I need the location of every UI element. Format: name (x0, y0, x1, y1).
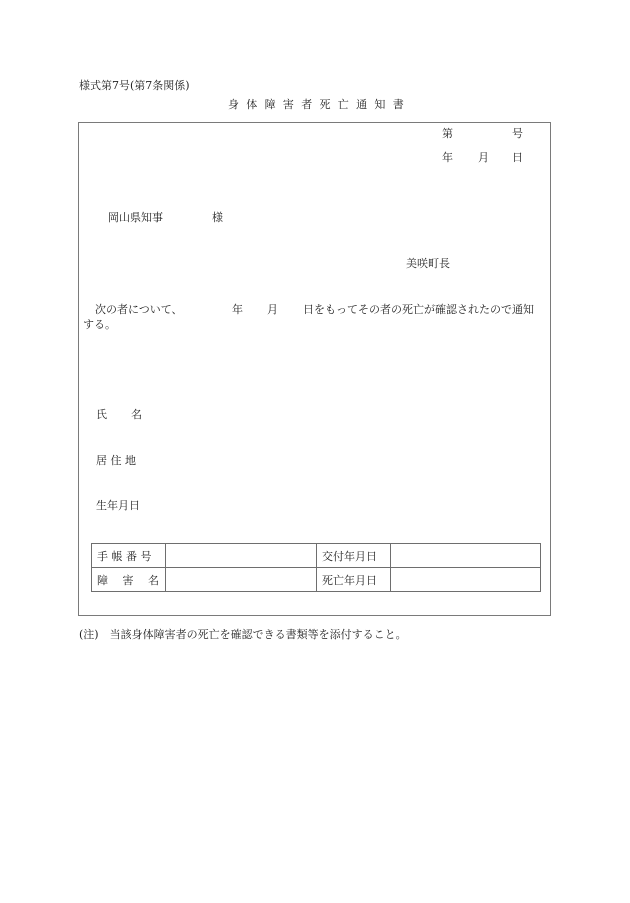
body-text-month: 月 (267, 303, 278, 316)
date-year: 年 (442, 151, 453, 164)
table-row (92, 544, 541, 568)
body-text-part2: 日をもってその者の死亡が確認されたので通知 (303, 303, 534, 316)
date-day: 日 (512, 151, 523, 164)
info-table (91, 543, 541, 592)
name-label-1: 氏 (96, 408, 107, 421)
body-text-year: 年 (232, 303, 243, 316)
footnote: (注) 当該身体障害者の死亡を確認できる書類等を添付すること。 (79, 628, 407, 641)
notebook-number-value[interactable] (166, 544, 317, 568)
birthdate-label: 生年月日 (96, 499, 140, 512)
issue-date-value[interactable] (391, 544, 541, 568)
disability-name-value[interactable] (166, 568, 317, 592)
disability-name-label: 障 害 名 (92, 568, 166, 592)
notebook-number-label: 手 帳 番 号 (92, 544, 166, 568)
number-suffix: 号 (512, 127, 523, 140)
sender-name: 美咲町長 (406, 257, 450, 270)
table-row (92, 568, 541, 592)
issue-date-label: 交付年月日 (317, 544, 391, 568)
body-text-part1: 次の者について、 (95, 303, 183, 316)
addressee-honorific: 様 (212, 211, 223, 224)
body-text-part3: する。 (83, 318, 116, 331)
date-month: 月 (478, 151, 489, 164)
residence-label: 居 住 地 (96, 454, 136, 467)
form-box (78, 122, 551, 616)
death-date-value[interactable] (391, 568, 541, 592)
document-title: 身体障害者死亡通知書 (228, 98, 411, 111)
form-label: 様式第7号(第7条関係) (79, 79, 190, 92)
addressee-name: 岡山県知事 (108, 211, 163, 224)
number-prefix: 第 (442, 127, 453, 140)
death-date-label: 死亡年月日 (317, 568, 391, 592)
name-label-2: 名 (131, 408, 142, 421)
